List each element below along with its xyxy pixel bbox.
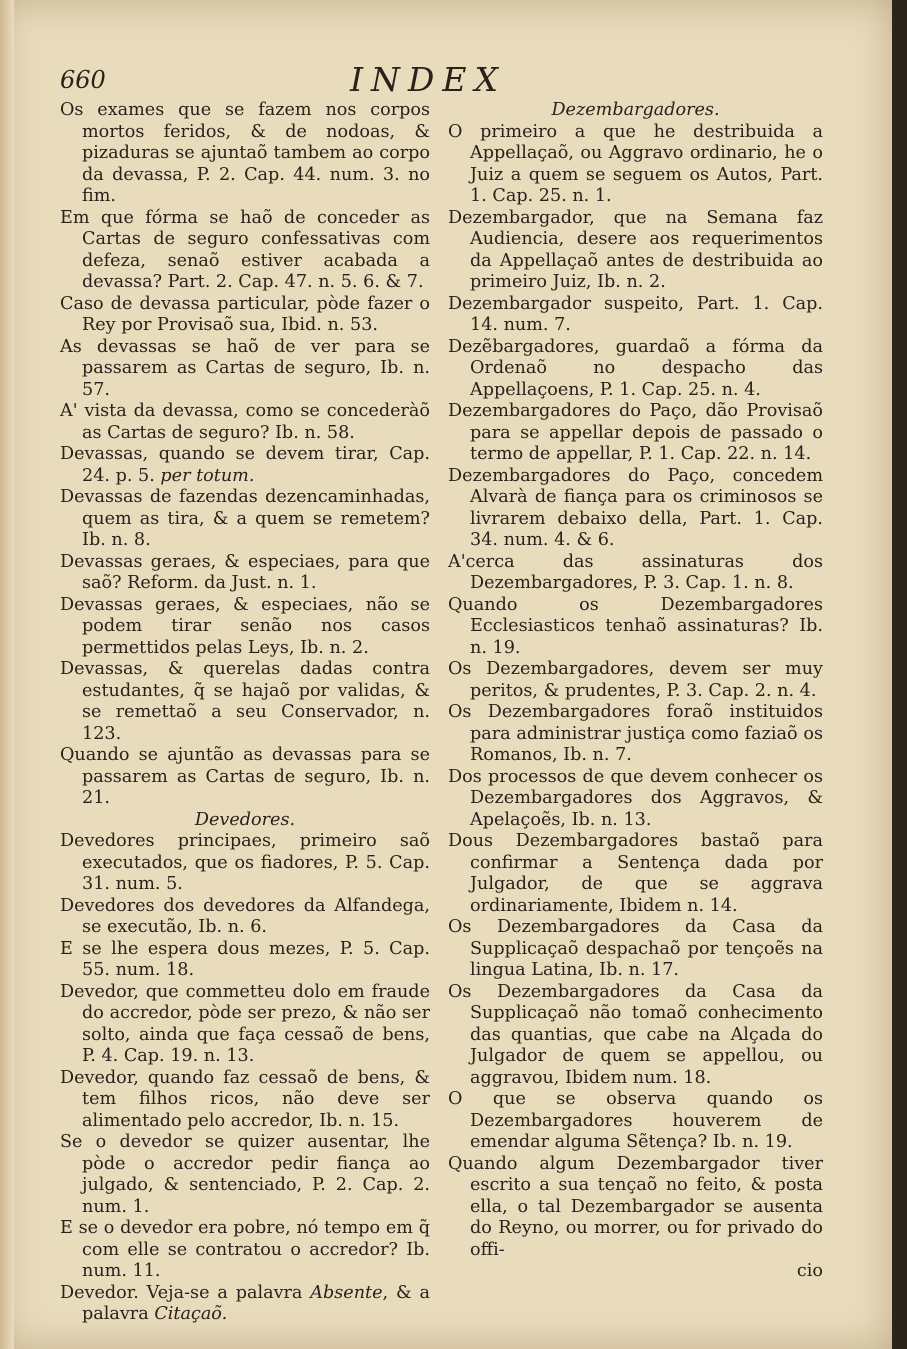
- index-entry: Dezembargador suspeito, Part. 1. Cap. 14. num. 7.: [448, 293, 823, 335]
- index-entry: Dezembargadores do Paço, dão Provisaõ para se appellar depois de passado o termo de appellar, P. 1. Cap. 22. n. 14.: [448, 401, 823, 464]
- entry-text: Devassas, quando se devem tirar, Cap. 24. p. 5.: [60, 444, 430, 486]
- catchword: cio: [796, 1261, 823, 1281]
- index-entry: Em que fórma se haõ de conceder as Cartas de seguro confessativas com defeza, senaõ estiver acabada a devassa? Part. 2. Cap. 47. n. 5. 6. & 7.: [60, 207, 430, 292]
- entry-italic: per totum.: [160, 465, 255, 486]
- index-entry: Dos processos de que devem conhecer os Dezembargadores dos Aggravos, & Apelaçoẽs, Ib. n. 13.: [448, 766, 823, 830]
- section-heading-dezembargadores: Dezembargadores.: [551, 100, 720, 120]
- entry-text: , & a palavra: [82, 1282, 431, 1324]
- index-entry: Quando algum Dezembargador tiver escrito a sua tençaõ no feito, & posta ella, o tal Dezembargador se ausenta do Reyno, ou morrer, ou for privado do offi-: [448, 1153, 823, 1260]
- index-entry: Os Dezembargadores foraõ instituidos para administrar justiça como faziaõ os Romanos, Ib. n. 7.: [448, 702, 823, 765]
- book-edge: [892, 0, 907, 1349]
- entry-italic: Citaçaõ.: [154, 1304, 228, 1324]
- index-entry: Devedor, que commetteu dolo em fraude do accredor, pòde ser prezo, & não ser solto, ainda que faça cessaõ de bens, P. 4. Cap. 19. n. 13.: [60, 981, 430, 1066]
- index-entry: Os Dezembargadores da Casa da Supplicaçaõ não tomaõ conhecimento das quantias, que cabe na Alçada do Julgador de quem se appellou, ou aggravou, Ibidem num. 18.: [448, 981, 823, 1088]
- right-column: [448, 100, 823, 1283]
- index-entry: Caso de devassa particular, pòde fazer o Rey por Provisaõ sua, Ibid. n. 53.: [60, 293, 430, 335]
- page-title: INDEX: [350, 60, 506, 99]
- index-entry: Quando se ajuntão as devassas para se passarem as Cartas de seguro, Ib. n. 21.: [60, 745, 430, 808]
- index-entry: E se o devedor era pobre, nó tempo em q̃ com elle se contratou o accredor? Ib. num. 11.: [60, 1218, 430, 1281]
- index-entry: Devedor, quando faz cessaõ de bens, & tem filhos ricos, não deve ser alimentado pelo accredor, Ib. n. 15.: [60, 1067, 430, 1131]
- index-entry: Os Dezembargadores, devem ser muy peritos, & prudentes, P. 3. Cap. 2. n. 4.: [448, 659, 823, 701]
- index-entry: Devassas geraes, & especiaes, não se podem tirar senão nos casos permettidos pelas Leys, Ib. n. 2.: [60, 594, 430, 658]
- index-entry: Devassas, & querelas dadas contra estudantes, q̃ se hajaõ por validas, & se remettaõ a seu Conservador, n. 123.: [60, 659, 430, 744]
- index-entry: As devassas se haõ de ver para se passarem as Cartas de seguro, Ib. n. 57.: [60, 336, 430, 400]
- index-entry: Quando os Dezembargadores Ecclesiasticos tenhaõ assinaturas? Ib. n. 19.: [448, 594, 823, 658]
- page-gutter: [0, 0, 14, 1349]
- index-entry: O primeiro a que he destribuida a Appellaçaõ, ou Aggravo ordinario, he o Juiz a quem se seguem os Autos, Part. 1. Cap. 25. n. 1.: [448, 121, 823, 206]
- index-entry: Os Dezembargadores da Casa da Supplicaçaõ despachaõ por tençoẽs na lingua Latina, Ib. n. 17.: [448, 917, 823, 980]
- index-entry: Dous Dezembargadores bastaõ para confirmar a Sentença dada por Julgador, de que se aggrava ordinariamente, Ibidem n. 14.: [448, 831, 823, 916]
- index-entry: O que se observa quando os Dezembargadores houverem de emendar alguma Sẽtença? Ib. n. 19.: [448, 1089, 823, 1152]
- index-entry: A'cerca das assinaturas dos Dezembargadores, P. 3. Cap. 1. n. 8.: [448, 551, 823, 593]
- page-header: [60, 60, 832, 104]
- index-entry: Devassas de fazendas dezencaminhadas, quem as tira, & a quem se remetem? Ib. n. 8.: [60, 487, 430, 550]
- entry-text: Devedor. Veja-se a palavra: [60, 1282, 303, 1303]
- left-column: [60, 100, 430, 1326]
- entry-italic: Absente: [310, 1282, 383, 1303]
- index-entry: Dezẽbargadores, guardaõ a fórma da Ordenaõ no despacho das Appellaçoens, P. 1. Cap. 25. n. 4.: [448, 336, 823, 400]
- index-entry: Devedores dos devedores da Alfandega, se executão, Ib. n. 6.: [60, 895, 430, 937]
- index-entry: Dezembargador, que na Semana faz Audiencia, desere aos requerimentos da Appellaçaõ antes de destribuida ao primeiro Juiz, Ib. n. 2.: [448, 207, 823, 292]
- index-entry: Devassas geraes, & especiaes, para que saõ? Reform. da Just. n. 1.: [60, 551, 430, 593]
- index-entry-cross-reference: [60, 1283, 430, 1326]
- index-entry: Dezembargadores do Paço, concedem Alvarà de fiança para os criminosos se livrarem debaixo della, Part. 1. Cap. 34. num. 4. & 6.: [448, 465, 823, 550]
- page-number: 660: [60, 66, 106, 94]
- index-entry-devassas: [60, 444, 430, 487]
- index-entry: Devedores principaes, primeiro saõ executados, que os fiadores, P. 5. Cap. 31. num. 5.: [60, 831, 430, 894]
- index-entry: A' vista da devassa, como se concederàõ as Cartas de seguro? Ib. n. 58.: [60, 401, 430, 443]
- index-entry: Os exames que se fazem nos corpos mortos feridos, & de nodoas, & pizaduras se ajuntaõ tambem ao corpo da devassa, P. 2. Cap. 44. num. 3. no fim.: [60, 100, 430, 206]
- index-entry: Se o devedor se quizer ausentar, lhe pòde o accredor pedir fiança ao julgado, & sentenciado, P. 2. Cap. 2. num. 1.: [60, 1132, 430, 1217]
- section-heading-devedores: Devedores.: [194, 809, 296, 830]
- index-entry: E se lhe espera dous mezes, P. 5. Cap. 55. num. 18.: [60, 938, 430, 980]
